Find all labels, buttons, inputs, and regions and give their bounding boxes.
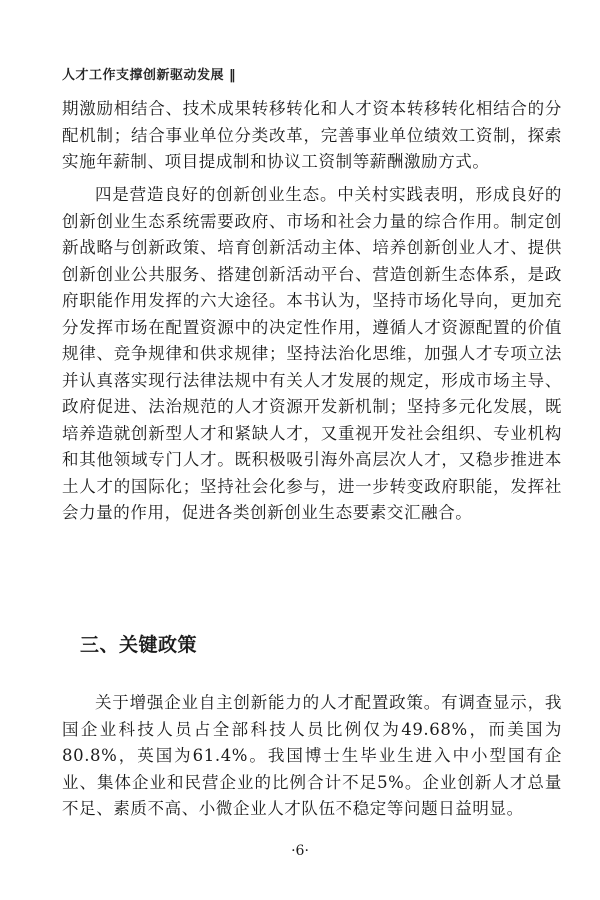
running-header: 人才工作支撑创新驱动发展 ‖ [62,68,237,83]
body-paragraph-continued [62,96,562,176]
paragraph-text: 关于增强企业自主创新能力的人才配置政策。有调查显示，我国企业科技人员占全部科技人员比例仅为49.68%，而美国为80.8%，英国为61.4%。我国博士生毕业生进入中小型国有企业、集体企业和民营企业的比例合计不足5%。企业创新人才总量不足、素质不高、小微企业人才队伍不稳定等问题日益明显。 [62,693,562,818]
body-paragraph-policy [62,690,562,823]
paragraph-text: 期激励相结合、技术成果转移转化和人才资本转移转化相结合的分配机制；结合事业单位分类改革，完善事业单位绩效工资制，探索实施年薪制、项目提成制和协议工资制等薪酬激励方式。 [62,99,562,171]
section-heading: 三、关键政策 [80,634,198,656]
page-number: ·6· [291,843,309,859]
body-paragraph-ecosystem [62,182,562,527]
paragraph-text: 四是营造良好的创新创业生态。中关村实践表明，形成良好的创新创业生态系统需要政府、市场和社会力量的综合作用。制定创新战略与创新政策、培育创新活动主体、培养创新创业人才、提供创新创业公共服务、搭建创新活动平台、营造创新生态体系，是政府职能作用发挥的六大途径。本书认为，坚持市场化导向，更加充分发挥市场在配置资源中的决定性作用，遵循人才资源配置的价值规律、竞争规律和供求规律；坚持法治化思维，加强人才专项立法并认真落实现行法律法规中有关人才发展的规定，形成市场主导、政府促进、法治规范的人才资源开发新机制；坚持多元化发展，既培养造就创新型人才和紧缺人才，又重视开发社会组织、专业机构和其他领域专门人才。既积极吸引海外高层次人才，又稳步推进本土人才的国际化；坚持社会化参与，进一步转变政府职能，发挥社会力量的作用，促进各类创新创业生态要素交汇融合。 [62,185,562,522]
